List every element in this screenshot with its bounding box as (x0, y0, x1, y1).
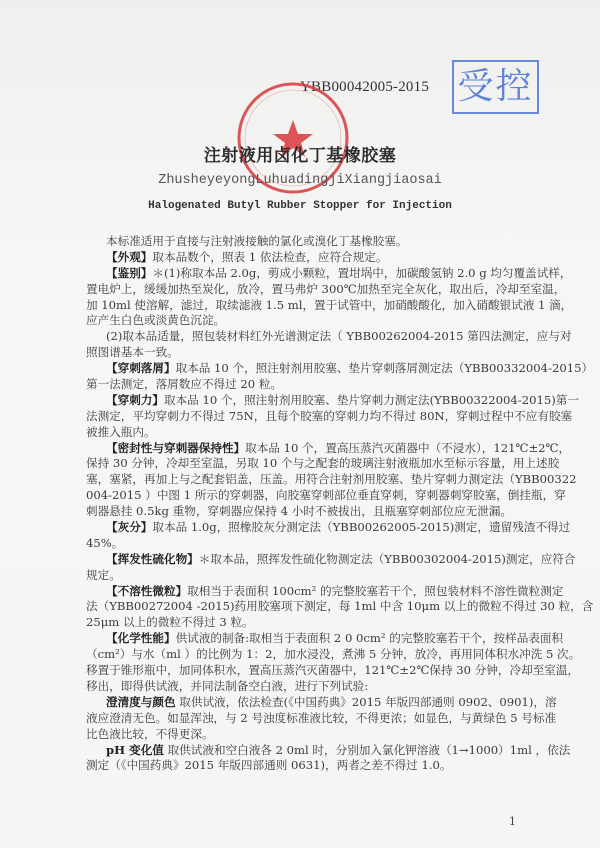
english-title: Halogenated Butyl Rubber Stopper for Injection (148, 200, 452, 212)
section-heading: 【挥发性硫化物】 (106, 551, 199, 566)
section-heading: 澄清度与颜色 (106, 694, 176, 709)
text-line (86, 392, 579, 409)
text-line (86, 345, 516, 361)
text-line (86, 583, 564, 600)
line-text: 液应澄清无色。如显浑浊，与 2 号浊度标准液比较，不得更浓；如显色，与黄绿色 5 号标准 (86, 710, 557, 725)
text-line (86, 710, 557, 727)
line-text: 保持 30 分钟，冷却至室温，另取 10 个与之配套的玻璃注射液瓶加水至标示容量，用上述胶 (86, 456, 560, 471)
text-line (86, 281, 566, 298)
line-text: 取供试液，依法检查(《中国药典》2015 年版四部通则 0902、0901)，溶 (175, 694, 557, 709)
text-line (86, 297, 573, 314)
paragraph (86, 520, 571, 552)
pinyin-title: ZhusheyeyongLuhuadingjiXiangjiaosai (158, 173, 442, 188)
text-line (86, 647, 581, 663)
line-text: 加 10ml 使溶解，滤过，取续滤液 1.5 ml，置于试管中，加硝酸酸化，加入硝酸银试液 1 滴， (86, 297, 573, 312)
line-text: ＊(1)称取本品 2.0g，剪成小颗粒，置坩埚中，加碳酸氢钠 2.0 g 均匀覆盖试样， (152, 265, 572, 280)
text-line (86, 551, 576, 568)
text-line (86, 758, 516, 774)
line-text: 取本品数个，照表 1 依法检查，应符合规定。 (152, 249, 388, 264)
section-heading: 【不溶性微粒】 (106, 583, 188, 598)
line-text: 取相当于表面积 100cm² 的完整胶塞若干个，照包装材料不溶性微粒测定 (187, 583, 564, 598)
line-text: 刺器悬挂 0.5kg 重物，穿刺器应保持 4 小时不被拔出，且瓶塞穿刺部位应无泄漏。 (86, 504, 513, 519)
line-text: 移置于锥形瓶中，加同体积水，置高压蒸汽灭菌器中，121℃±2℃保持 30 分钟，冷却至室温， (86, 663, 580, 678)
text-line (86, 472, 577, 488)
line-text: 法（YBB00272004 -2015)药用胶塞项下测定，每 1ml 中含 10μm 以上的微粒不得过 30 粒，含 (86, 599, 594, 614)
line-text: 置电炉上，缓缓加热至炭化，放冷，置马弗炉 300℃加热至完全灰化，取出后，冷却至室温， (86, 281, 566, 296)
section-heading: 【鉴别】 (106, 265, 153, 280)
text-line (86, 377, 516, 393)
section-heading: 【化学性能】 (106, 631, 176, 646)
line-text: 应产生白色或淡黄色沉淀。 (86, 313, 226, 328)
line-text: 第一法测定，落屑数应不得过 20 粒。 (86, 377, 283, 392)
line-text: 比色液比较，不得更深。 (86, 726, 214, 741)
line-text: 法测定，平均穿刺力不得过 75N，且每个胶塞的穿刺力均不得过 80N，穿刺过程中不应有胶塞 (86, 408, 573, 423)
line-text: 规定。 (86, 567, 121, 582)
text-line (86, 536, 516, 552)
line-text: 25μm 以上的微粒不得过 3 粒。 (86, 615, 254, 630)
paragraph (86, 234, 516, 250)
controlled-copy-stamp: 受控 (452, 60, 539, 114)
paragraph (86, 329, 572, 361)
text-line (86, 408, 573, 425)
paragraph (86, 392, 579, 441)
line-text: 照图谱基本一致。 (86, 345, 179, 360)
line-text: 本标准适用于直接与注射液接触的氯化或溴化丁基橡胶塞。 (106, 234, 408, 248)
paragraph (86, 742, 571, 775)
paragraph (86, 583, 594, 632)
line-text: 被推入瓶内。 (86, 424, 156, 439)
text-line (86, 425, 516, 441)
text-line (86, 456, 560, 472)
text-line (86, 568, 516, 584)
section-heading: pH 变化值 (106, 742, 164, 757)
text-line (86, 488, 566, 504)
paragraph (86, 631, 581, 695)
section-heading: 【密封性与穿刺器保持性】 (106, 440, 246, 455)
line-text: 004-2015 ）中图 1 所示的穿刺器，向胶塞穿刺部位垂直穿刺，穿刺器刺穿胶塞，倒挂瓶，穿 (86, 488, 566, 503)
paragraph (86, 551, 576, 584)
section-heading: 【穿刺落屑】 (106, 361, 176, 376)
text-line (86, 361, 594, 377)
text-line (86, 742, 571, 759)
line-text: 移出，即得供试液，并同法制备空白液，进行下列试验: (86, 678, 369, 693)
line-text: 测定（《中国药典》2015 年版四部通则 0631)，两者之差不得过 1.0。 (86, 758, 452, 773)
line-text: ＊取本品，照挥发性硫化物测定法（YBB00302004-2015)测定，应符合 (198, 551, 576, 566)
document-body (86, 234, 594, 774)
text-line (86, 329, 572, 345)
line-text: 取本品 10 个，置高压蒸汽灭菌器中（不浸水），121℃±2℃， (245, 440, 571, 455)
text-line (86, 250, 516, 266)
line-text: 取本品 10 个，照注射剂用胶塞、垫片穿刺力测定法(YBB00322004-2015)第一 (163, 392, 579, 407)
paragraph (86, 265, 573, 330)
line-text: 取供试液和空白液各 2 0ml 时，分别加入氯化钾溶液（1→1000）1ml ，依法 (163, 742, 571, 757)
paragraph (86, 440, 577, 520)
text-line (86, 663, 580, 679)
line-text: 取本品 10 个，照注射剂用胶塞、垫片穿刺落屑测定法（YBB00332004-2015） (175, 361, 594, 376)
section-heading: 【外观】 (106, 249, 153, 264)
section-heading: 【穿刺力】 (106, 392, 164, 407)
line-text: 塞，塞紧，再加上与之配套铝盖，压盖。用符合注射剂用胶塞、垫片穿刺力测定法（YBB00322 (86, 472, 577, 487)
text-line (86, 265, 572, 282)
line-text: 取本品 1.0g，照橡胶灰分测定法（YBB00262005-2015)测定，遗留残渣不得过 (152, 520, 571, 535)
line-text: (2)取本品适量，照包装材料红外光谱测定法（ YBB00262004-2015 第四法测定，应与对 (106, 329, 572, 344)
document-title: 注射液用卤化丁基橡胶塞 (203, 146, 397, 166)
text-line (86, 520, 571, 536)
text-line (86, 599, 594, 615)
standard-number: YBB00042005-2015 (300, 79, 430, 95)
text-line (86, 313, 516, 329)
text-line (86, 440, 571, 457)
text-line (86, 234, 516, 250)
paragraph (86, 250, 516, 266)
section-heading: 【灰分】 (106, 520, 153, 535)
text-line (86, 694, 557, 711)
line-text: 供试液的制备:取相当于表面积 2 0 0cm² 的完整胶塞若干个，按样品表面积 (175, 631, 564, 646)
line-text: （cm²）与水（ml ）的比例为 1：2，加水浸没，煮沸 5 分钟，放冷，再用同体积水冲洗 5 次。 (86, 647, 581, 662)
line-text: 45%。 (86, 535, 124, 550)
page-number: 1 (509, 815, 516, 828)
text-line (86, 727, 516, 743)
paragraph (86, 694, 557, 743)
text-line (86, 631, 564, 647)
paragraph (86, 361, 594, 393)
text-line (86, 615, 516, 631)
text-line (86, 504, 516, 520)
text-line (86, 679, 516, 695)
